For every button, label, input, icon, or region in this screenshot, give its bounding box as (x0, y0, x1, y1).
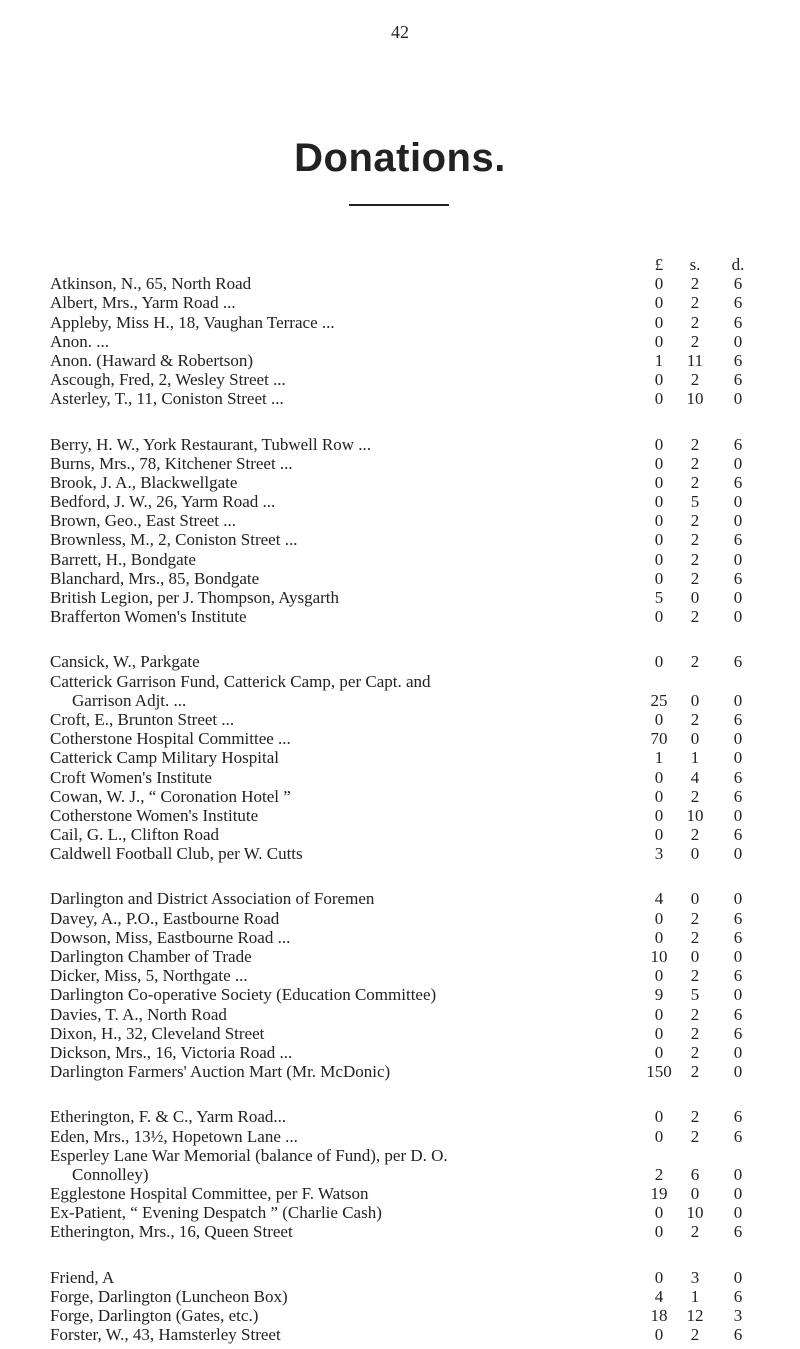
donation-group (50, 1268, 770, 1345)
pence-amount: 0 (733, 889, 743, 909)
pence-amount: 6 (733, 908, 743, 928)
donations-ledger (50, 255, 770, 1344)
donation-group (50, 274, 770, 408)
pence-amount: 6 (733, 1107, 743, 1127)
pence-amount: 6 (733, 568, 743, 588)
shillings-amount: 0 (690, 947, 700, 966)
pounds-amount: 0 (654, 530, 664, 550)
donation-row (50, 332, 770, 351)
pence-amount: 6 (733, 825, 743, 845)
pounds-amount: 0 (654, 274, 664, 294)
pence-amount: 6 (733, 1222, 743, 1242)
shillings-amount: 0 (690, 690, 700, 710)
shillings-amount: 1 (690, 748, 700, 768)
pence-amount: 6 (733, 312, 743, 332)
donor-name: Caldwell Football Club, per W. Cutts (50, 844, 303, 864)
pounds-amount: 0 (654, 492, 664, 512)
shillings-amount: 5 (690, 985, 700, 1005)
donation-row (50, 889, 770, 908)
donation-row (50, 691, 770, 710)
title-underline (349, 204, 449, 206)
donor-name: Anon. (Haward & Robertson) (50, 350, 254, 370)
donation-row (50, 1146, 770, 1165)
shillings-amount: 0 (690, 588, 700, 607)
shillings-amount: 2 (690, 1222, 700, 1242)
donation-row (50, 530, 770, 549)
shillings-amount: 10 (686, 805, 704, 825)
donor-name: Brown, Geo., East Street ... (50, 511, 237, 531)
pounds-amount: 0 (654, 607, 664, 627)
shillings-amount: 2 (690, 312, 700, 332)
shillings-amount: 2 (690, 607, 700, 627)
pence-amount: 0 (733, 1164, 743, 1184)
donation-row (50, 550, 770, 569)
shillings-header: s. (689, 255, 701, 274)
pence-amount: 6 (733, 1286, 743, 1306)
donor-name: Brafferton Women's Institute (50, 607, 247, 627)
pence-amount: 0 (733, 947, 743, 966)
pounds-amount: 0 (654, 652, 664, 672)
shillings-amount: 2 (690, 370, 700, 390)
shillings-amount: 12 (686, 1306, 704, 1325)
donor-name: Appleby, Miss H., 18, Vaughan Terrace ... (50, 312, 335, 332)
pounds-amount: 4 (654, 1286, 664, 1306)
donation-row (50, 492, 770, 511)
donation-row (50, 1043, 770, 1062)
donation-row (50, 729, 770, 748)
donor-name: Forge, Darlington (Gates, etc.) (50, 1306, 259, 1325)
donation-row (50, 806, 770, 825)
shillings-amount: 2 (690, 530, 700, 550)
shillings-amount: 2 (690, 549, 700, 569)
pence-amount: 0 (733, 331, 743, 351)
donation-row (50, 1127, 770, 1146)
donation-row (50, 748, 770, 767)
pounds-amount: 0 (654, 331, 664, 351)
donation-row (50, 787, 770, 806)
pence-amount: 0 (733, 1062, 743, 1082)
pounds-amount: 0 (654, 927, 664, 947)
pounds-amount: 150 (646, 1062, 672, 1082)
shillings-amount: 4 (690, 767, 700, 787)
pounds-amount: 4 (654, 889, 664, 909)
donation-row (50, 1024, 770, 1043)
donor-name: Albert, Mrs., Yarm Road ... (50, 293, 236, 313)
pence-amount: 6 (733, 652, 743, 672)
donation-row (50, 652, 770, 671)
pounds-header: £ (654, 255, 664, 274)
donor-name: Dicker, Miss, 5, Northgate ... (50, 966, 248, 986)
pence-amount: 0 (733, 588, 743, 607)
pence-amount: 0 (733, 1267, 743, 1287)
shillings-amount: 11 (686, 350, 704, 370)
pence-amount: 0 (733, 492, 743, 512)
pounds-amount: 19 (650, 1184, 668, 1204)
pounds-amount: 0 (654, 453, 664, 473)
pounds-amount: 70 (650, 729, 668, 749)
pounds-amount: 0 (654, 511, 664, 531)
shillings-amount: 2 (690, 1107, 700, 1127)
pence-amount: 0 (733, 805, 743, 825)
pounds-amount: 0 (654, 1126, 664, 1146)
shillings-amount: 0 (690, 1184, 700, 1204)
donor-name: Dixon, H., 32, Cleveland Street (50, 1023, 265, 1043)
pounds-amount: 0 (654, 370, 664, 390)
pence-amount: 6 (733, 472, 743, 492)
donation-row (50, 1062, 770, 1081)
pounds-amount: 0 (654, 1222, 664, 1242)
donation-row (50, 435, 770, 454)
pence-amount: 0 (733, 389, 743, 409)
group-spacer (50, 626, 770, 652)
group-spacer (50, 863, 770, 889)
shillings-amount: 2 (690, 568, 700, 588)
pence-amount: 6 (733, 350, 743, 370)
pounds-amount: 0 (654, 389, 664, 409)
donation-row (50, 454, 770, 473)
donor-name: Cotherstone Women's Institute (50, 805, 259, 825)
donation-row (50, 588, 770, 607)
pence-amount: 0 (733, 453, 743, 473)
donation-row (50, 1107, 770, 1126)
pounds-amount: 10 (650, 947, 668, 966)
pence-header: d. (731, 255, 745, 274)
donation-row (50, 389, 770, 408)
donor-name: Etherington, F. & C., Yarm Road... (50, 1107, 287, 1127)
donor-name: Esperley Lane War Memorial (balance of Fund), per D. O. (50, 1145, 448, 1165)
donor-name: Bedford, J. W., 26, Yarm Road ... (50, 492, 276, 512)
shillings-amount: 0 (690, 844, 700, 864)
donor-name: Croft Women's Institute (50, 767, 212, 787)
pence-amount: 6 (733, 709, 743, 729)
donation-groups (50, 274, 770, 1344)
donation-row (50, 293, 770, 312)
pounds-amount: 9 (654, 985, 664, 1005)
pounds-amount: 0 (654, 568, 664, 588)
donation-row (50, 768, 770, 787)
pence-amount: 0 (733, 985, 743, 1005)
shillings-amount: 2 (690, 274, 700, 294)
pence-amount: 0 (733, 511, 743, 531)
donor-name: Cansick, W., Parkgate (50, 652, 200, 672)
pounds-amount: 0 (654, 312, 664, 332)
donation-row (50, 370, 770, 389)
donation-row (50, 313, 770, 332)
donor-name: Dowson, Miss, Eastbourne Road ... (50, 927, 291, 947)
donation-row (50, 569, 770, 588)
donor-name: Asterley, T., 11, Coniston Street ... (50, 389, 284, 409)
donation-group (50, 652, 770, 863)
shillings-amount: 0 (690, 889, 700, 909)
donor-name: Darlington Farmers' Auction Mart (Mr. McDonic) (50, 1062, 391, 1082)
shillings-amount: 2 (690, 1023, 700, 1043)
shillings-amount: 2 (690, 1325, 700, 1345)
donor-name: Ascough, Fred, 2, Wesley Street ... (50, 370, 286, 390)
pence-amount: 0 (733, 1042, 743, 1062)
shillings-amount: 2 (690, 511, 700, 531)
pounds-amount: 0 (654, 709, 664, 729)
shillings-amount: 2 (690, 331, 700, 351)
pence-amount: 6 (733, 786, 743, 806)
donor-name: Eden, Mrs., 13½, Hopetown Lane ... (50, 1126, 298, 1146)
pence-amount: 6 (733, 1004, 743, 1024)
donor-name: Darlington and District Association of Foremen (50, 889, 375, 909)
donation-row (50, 1222, 770, 1241)
donation-group (50, 435, 770, 627)
shillings-amount: 2 (690, 966, 700, 986)
donation-row (50, 1203, 770, 1222)
pence-amount: 0 (733, 549, 743, 569)
shillings-amount: 6 (690, 1164, 700, 1184)
donation-row (50, 672, 770, 691)
shillings-amount: 2 (690, 825, 700, 845)
shillings-amount: 10 (686, 1203, 704, 1223)
shillings-amount: 2 (690, 453, 700, 473)
pence-amount: 0 (733, 1184, 743, 1204)
donor-name: Darlington Co-operative Society (Education Committee) (50, 985, 437, 1005)
pence-amount: 6 (733, 434, 743, 454)
pounds-amount: 0 (654, 966, 664, 986)
page-title: Donations. (294, 136, 506, 180)
donor-name: Cail, G. L., Clifton Road (50, 825, 220, 845)
shillings-amount: 2 (690, 472, 700, 492)
donor-name: Catterick Garrison Fund, Catterick Camp, per Capt. and (50, 671, 431, 691)
shillings-amount: 2 (690, 293, 700, 313)
donor-name: Egglestone Hospital Committee, per F. Watson (50, 1184, 369, 1204)
shillings-amount: 10 (686, 389, 704, 409)
donor-name: Berry, H. W., York Restaurant, Tubwell Row ... (50, 434, 371, 454)
shillings-amount: 2 (690, 434, 700, 454)
donor-name: Burns, Mrs., 78, Kitchener Street ... (50, 453, 293, 473)
donation-row (50, 1306, 770, 1325)
shillings-amount: 2 (690, 1004, 700, 1024)
donation-row (50, 928, 770, 947)
pounds-amount: 0 (654, 293, 664, 313)
donation-row (50, 1184, 770, 1203)
donor-name: Brownless, M., 2, Coniston Street ... (50, 530, 298, 550)
donation-group (50, 1107, 770, 1241)
shillings-amount: 2 (690, 1126, 700, 1146)
pence-amount: 6 (733, 1023, 743, 1043)
group-spacer (50, 1081, 770, 1107)
pounds-amount: 0 (654, 1267, 664, 1287)
donation-row (50, 1268, 770, 1287)
pounds-amount: 5 (654, 588, 664, 607)
shillings-amount: 2 (690, 709, 700, 729)
donor-name: Davies, T. A., North Road (50, 1004, 227, 1024)
pounds-amount: 0 (654, 767, 664, 787)
shillings-amount: 2 (690, 1042, 700, 1062)
pounds-amount: 1 (654, 350, 664, 370)
pence-amount: 0 (733, 844, 743, 864)
pounds-amount: 2 (654, 1164, 664, 1184)
pence-amount: 3 (733, 1306, 743, 1325)
pence-amount: 0 (733, 748, 743, 768)
donor-name: Cowan, W. J., “ Coronation Hotel ” (50, 786, 291, 806)
pence-amount: 6 (733, 530, 743, 550)
pounds-amount: 3 (654, 844, 664, 864)
donation-row (50, 966, 770, 985)
donor-name: Etherington, Mrs., 16, Queen Street (50, 1222, 293, 1242)
donation-row (50, 825, 770, 844)
shillings-amount: 3 (690, 1267, 700, 1287)
pounds-amount: 0 (654, 786, 664, 806)
pounds-amount: 0 (654, 472, 664, 492)
shillings-amount: 2 (690, 908, 700, 928)
donation-row (50, 1325, 770, 1344)
donation-row (50, 985, 770, 1004)
pounds-amount: 0 (654, 1004, 664, 1024)
pounds-amount: 0 (654, 805, 664, 825)
shillings-amount: 0 (690, 729, 700, 749)
donation-row (50, 1165, 770, 1184)
pounds-amount: 0 (654, 908, 664, 928)
pence-amount: 0 (733, 690, 743, 710)
donation-row (50, 947, 770, 966)
donor-name: Friend, A (50, 1267, 115, 1287)
donor-name: Atkinson, N., 65, North Road (50, 274, 252, 294)
pounds-amount: 0 (654, 1023, 664, 1043)
donation-row (50, 607, 770, 626)
pence-amount: 6 (733, 274, 743, 294)
pence-amount: 0 (733, 1203, 743, 1223)
pence-amount: 0 (733, 729, 743, 749)
donor-name: Ex-Patient, “ Evening Despatch ” (Charlie Cash) (50, 1203, 382, 1223)
donation-group (50, 889, 770, 1081)
pounds-amount: 25 (650, 690, 668, 710)
donor-name: Catterick Camp Military Hospital (50, 748, 279, 768)
donor-name: Forge, Darlington (Luncheon Box) (50, 1286, 288, 1306)
shillings-amount: 2 (690, 1062, 700, 1082)
pounds-amount: 0 (654, 434, 664, 454)
donor-name: Brook, J. A., Blackwellgate (50, 472, 238, 492)
shillings-amount: 2 (690, 786, 700, 806)
pounds-amount: 0 (654, 1042, 664, 1062)
pence-amount: 0 (733, 607, 743, 627)
donor-name: Barrett, H., Bondgate (50, 549, 196, 569)
pounds-amount: 18 (650, 1306, 668, 1325)
donation-row (50, 511, 770, 530)
donation-row (50, 909, 770, 928)
donation-row (50, 1287, 770, 1306)
donation-row (50, 473, 770, 492)
donation-row (50, 1005, 770, 1024)
shillings-amount: 5 (690, 492, 700, 512)
donation-row (50, 844, 770, 863)
donor-name: Forster, W., 43, Hamsterley Street (50, 1325, 281, 1345)
donor-name: Davey, A., P.O., Eastbourne Road (50, 908, 280, 928)
donor-name: Garrison Adjt. ... (72, 690, 187, 710)
page-number: 42 (391, 22, 409, 42)
donor-name: Dickson, Mrs., 16, Victoria Road ... (50, 1042, 293, 1062)
donor-name: Blanchard, Mrs., 85, Bondgate (50, 568, 260, 588)
donor-name: Anon. ... (50, 331, 110, 351)
donor-name: British Legion, per J. Thompson, Aysgarth (50, 588, 339, 607)
donation-row (50, 274, 770, 293)
group-spacer (50, 1242, 770, 1268)
shillings-amount: 2 (690, 927, 700, 947)
pounds-amount: 0 (654, 549, 664, 569)
pounds-amount: 0 (654, 1203, 664, 1223)
donor-name: Cotherstone Hospital Committee ... (50, 729, 291, 749)
shillings-amount: 1 (690, 1286, 700, 1306)
pence-amount: 6 (733, 767, 743, 787)
pence-amount: 6 (733, 370, 743, 390)
donation-row (50, 710, 770, 729)
pounds-amount: 0 (654, 1325, 664, 1345)
column-headers (50, 255, 770, 274)
donor-name: Croft, E., Brunton Street ... (50, 709, 235, 729)
shillings-amount: 2 (690, 652, 700, 672)
pence-amount: 6 (733, 966, 743, 986)
pence-amount: 6 (733, 1325, 743, 1345)
pounds-amount: 1 (654, 748, 664, 768)
donor-name: Connolley) (72, 1164, 149, 1184)
pounds-amount: 0 (654, 825, 664, 845)
donor-name: Darlington Chamber of Trade (50, 947, 252, 966)
group-spacer (50, 409, 770, 435)
pence-amount: 6 (733, 293, 743, 313)
pounds-amount: 0 (654, 1107, 664, 1127)
pence-amount: 6 (733, 1126, 743, 1146)
donation-row (50, 351, 770, 370)
pence-amount: 6 (733, 927, 743, 947)
